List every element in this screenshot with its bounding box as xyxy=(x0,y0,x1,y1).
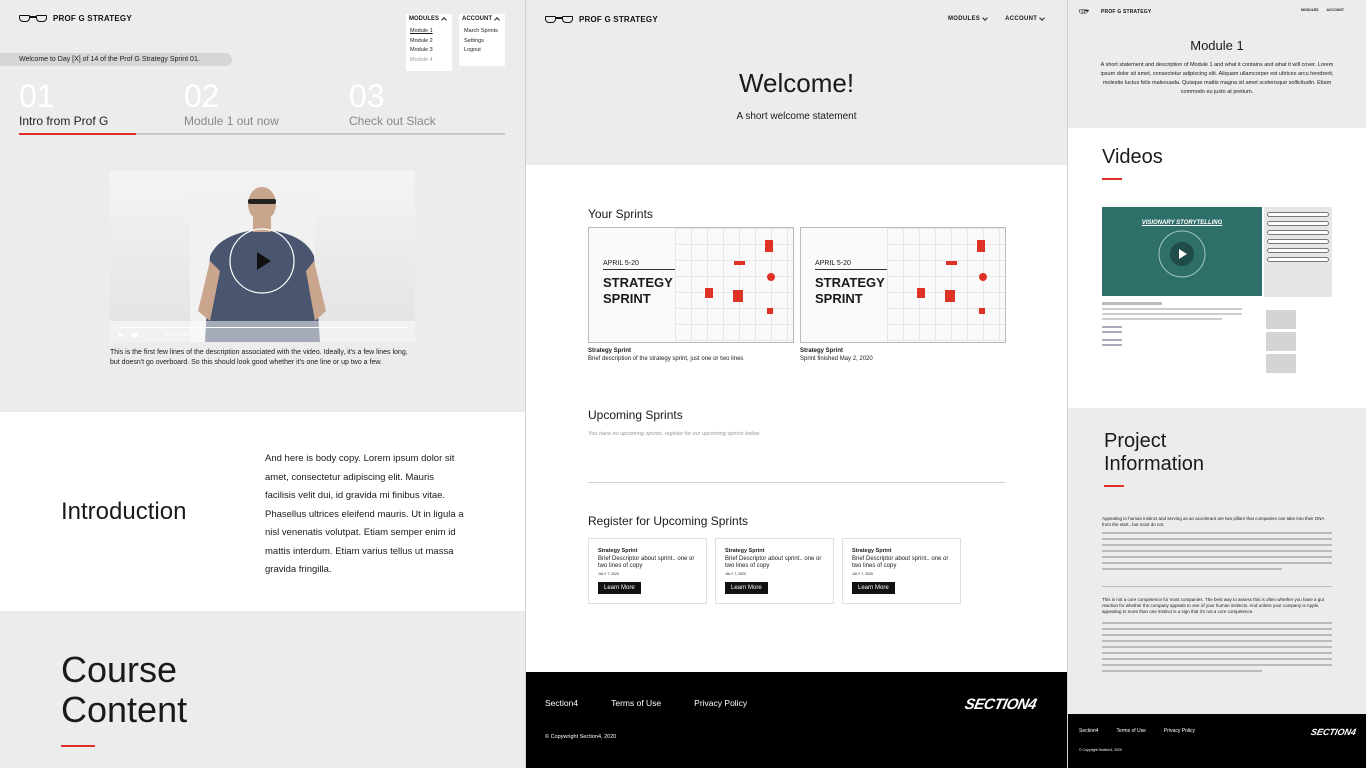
step-1[interactable] xyxy=(19,80,184,128)
step-label: Module 1 out now xyxy=(184,114,279,128)
welcome-subtitle: A short welcome statement xyxy=(736,111,857,122)
register-card-date: JULY 7, 2020 xyxy=(598,572,619,576)
heading-accent-bar xyxy=(1102,178,1122,180)
modules-menu-list xyxy=(406,24,452,65)
heading-accent-bar xyxy=(1104,485,1124,487)
video-player[interactable] xyxy=(110,171,415,342)
step-number: 01 xyxy=(19,78,55,114)
project-bullets xyxy=(1102,622,1332,672)
related-thumb[interactable] xyxy=(1266,332,1296,351)
register-card-date: JULY 7, 2020 xyxy=(852,572,873,576)
register-card-date: JULY 7, 2020 xyxy=(725,572,746,576)
menu-item-march-sprints[interactable]: March Sprints xyxy=(464,28,498,34)
account-label: ACCOUNT xyxy=(1005,16,1038,22)
sprint-date: APRIL 5-20 xyxy=(815,260,887,270)
glasses-icon xyxy=(545,15,573,24)
footer-link-privacy[interactable]: Privacy Policy xyxy=(694,698,748,708)
account-menu-list xyxy=(459,24,505,56)
footer-link-section4[interactable]: Section4 xyxy=(545,698,579,708)
section-divider xyxy=(588,482,1005,483)
steps-progress-active xyxy=(19,133,136,135)
brand-logo[interactable] xyxy=(19,14,132,23)
panel-course-home xyxy=(0,0,525,768)
step-label: Intro from Prof G xyxy=(19,114,109,128)
intro-heading: Introduction xyxy=(61,498,187,525)
brand-logo[interactable] xyxy=(1079,7,1151,16)
account-dropdown xyxy=(459,14,505,66)
step-label: Check out Slack xyxy=(349,114,436,128)
register-cards xyxy=(588,538,961,604)
video-description: This is the first few lines of the description associated with the video. Ideally, it's a few lines long, but doesn't go overboard. So this should look good whether it's one line or up two a few. xyxy=(110,349,408,366)
nav-account[interactable] xyxy=(1005,16,1044,22)
course-heading-line-1: Course xyxy=(61,649,178,690)
sprint-image-line-2: SPRINT xyxy=(815,291,863,306)
sprint-image-title xyxy=(815,275,885,307)
upcoming-heading: Upcoming Sprints xyxy=(588,408,683,422)
step-3[interactable] xyxy=(349,80,505,128)
register-card-desc: Brief Descriptor about sprint.. one or two lines of copy xyxy=(725,556,822,569)
menu-item-module-4[interactable]: Module 4 xyxy=(410,56,433,63)
chevron-down-icon xyxy=(1039,15,1045,21)
module-title: Module 1 xyxy=(1190,38,1244,53)
footer-link-section4[interactable]: Section4 xyxy=(1079,728,1099,734)
register-card-title: Strategy Sprint xyxy=(852,548,892,554)
sprint-title: Strategy Sprint xyxy=(800,348,844,354)
chevron-up-icon xyxy=(441,17,447,23)
sprint-image-line-2: SPRINT xyxy=(603,291,651,306)
video-playlist xyxy=(1264,207,1332,297)
sprint-desc: Sprint finished May 2, 2020 xyxy=(800,356,873,362)
menu-item-settings[interactable]: Settings xyxy=(464,37,484,44)
steps-row xyxy=(19,80,505,135)
footer-link-terms[interactable]: Terms of Use xyxy=(1116,728,1146,734)
sprint-title: Strategy Sprint xyxy=(588,348,632,354)
menu-item-logout[interactable]: Logout xyxy=(464,47,481,53)
modules-label: MODULES xyxy=(409,16,439,22)
register-card xyxy=(842,538,961,604)
account-menu-toggle[interactable] xyxy=(459,14,505,24)
modules-menu-toggle[interactable] xyxy=(406,14,452,24)
modules-dropdown xyxy=(406,14,452,71)
register-card-title: Strategy Sprint xyxy=(725,548,765,554)
module-video-player[interactable] xyxy=(1102,207,1262,296)
menu-item-module-1[interactable]: Module 1 xyxy=(410,28,433,34)
project-bullets xyxy=(1102,532,1332,570)
sprint-card-image xyxy=(800,227,1006,343)
chevron-down-icon xyxy=(982,15,988,21)
section-divider xyxy=(1102,586,1332,587)
sprint-desc: Brief description of the strategy sprint, just one or two lines xyxy=(588,356,744,362)
sprint-card-image xyxy=(588,227,794,343)
menu-item-module-2[interactable]: Module 2 xyxy=(410,37,433,44)
project-heading-line-1: Project xyxy=(1104,430,1167,452)
chevron-up-icon xyxy=(494,17,500,23)
register-card xyxy=(588,538,707,604)
sprint-image-title xyxy=(603,275,673,307)
playlist-item[interactable] xyxy=(1267,212,1329,217)
modules-label: MODULES xyxy=(948,16,981,22)
footer-link-terms[interactable]: Terms of Use xyxy=(611,698,662,708)
nav-account[interactable]: ACCOUNT xyxy=(1326,8,1344,12)
project-heading xyxy=(1104,430,1204,476)
learn-more-button[interactable]: Learn More xyxy=(725,582,768,594)
related-thumb[interactable] xyxy=(1266,354,1296,373)
your-sprints-heading: Your Sprints xyxy=(588,207,653,221)
account-label: ACCOUNT xyxy=(462,16,492,22)
welcome-banner: Welcome to Day [X] of 14 of the Prof G Strategy Sprint 01. xyxy=(0,53,232,66)
step-2[interactable] xyxy=(184,80,349,128)
brand-name: PROF G STRATEGY xyxy=(53,14,132,23)
learn-more-button[interactable]: Learn More xyxy=(598,582,641,594)
heading-accent-bar xyxy=(61,745,95,747)
step-number: 03 xyxy=(349,78,385,114)
register-card-desc: Brief Descriptor about sprint.. one or two lines of copy xyxy=(598,556,695,569)
presenter-image xyxy=(110,171,415,342)
top-nav xyxy=(1301,8,1344,12)
register-heading: Register for Upcoming Sprints xyxy=(588,514,749,528)
register-card-title: Strategy Sprint xyxy=(598,548,638,554)
project-heading-line-2: Information xyxy=(1104,453,1205,475)
project-body: This is not a core competence for most companies. The best way to assess this is often whether you have a gut reaction for whether the company appeals to one of your human instincts. And unless your company is Apple, appealing to more than one instinct is a sign that it's not a core competence. xyxy=(1102,597,1325,614)
module-description: A short statement and description of Module 1 and what it contains and what it will cover. Lorem ipsum dolor sit amet, consectetur adipiscing elit. Aliquam ullamcorper est ultrices arcu hendrerit, molestie luctus felis malesuada. Quisque mattis magna sit amet scelerisque sollicitudin. Etiam commodo eu justo at pretium. xyxy=(1100,62,1334,95)
playlist-item[interactable] xyxy=(1267,230,1329,235)
section4-logo: SECTION4 xyxy=(963,696,1038,713)
video-overlay xyxy=(1102,207,1262,296)
playlist-item[interactable] xyxy=(1267,221,1329,226)
menu-item-module-3[interactable]: Module 3 xyxy=(410,47,433,53)
playlist-item[interactable] xyxy=(1267,239,1329,244)
footer-copyright: © Copywright Section4, 2020 xyxy=(545,734,617,740)
steps-progress-track xyxy=(19,133,505,135)
related-thumb[interactable] xyxy=(1266,310,1296,329)
videos-heading: Videos xyxy=(1102,146,1163,168)
project-intro: Appealing to human instinct and serving as an accelerant are two pillars that companies can take into their DNA from the start...but most do not. xyxy=(1102,516,1325,527)
brand-logo[interactable] xyxy=(545,15,658,24)
lesson-details xyxy=(1102,302,1252,372)
panel-module-page xyxy=(1068,0,1366,768)
panel-dashboard xyxy=(526,0,1067,768)
footer-link-privacy[interactable]: Privacy Policy xyxy=(1163,728,1196,734)
footer-links xyxy=(545,698,747,708)
footer-links xyxy=(1079,728,1195,734)
glasses-icon xyxy=(19,14,47,23)
glasses-icon xyxy=(1079,9,1088,14)
footer xyxy=(1068,714,1366,768)
intro-body: And here is body copy. Lorem ipsum dolor sit amet, consectetur adipiscing elit. Mauris facilisis velit dui, id gravida mi finibus vitae. Phasellus ultrices eleifend mauris. Ut in ligula a nisl venenatis volutpat. Etiam semper enim id mattis interdum. Etiam varius tellus ut massa gravida fringilla. xyxy=(265,453,464,575)
course-content-heading xyxy=(61,650,187,730)
playlist-item[interactable] xyxy=(1267,257,1329,262)
sprint-date: APRIL 5-20 xyxy=(603,260,675,270)
upcoming-note: You have no upcoming sprints, register for our upcoming sprints below xyxy=(588,431,760,437)
brand-name: PROF G STRATEGY xyxy=(579,15,658,24)
playlist-item[interactable] xyxy=(1267,248,1329,253)
sprint-card[interactable] xyxy=(588,227,794,362)
nav-modules[interactable] xyxy=(948,16,987,22)
learn-more-button[interactable]: Learn More xyxy=(852,582,895,594)
footer xyxy=(526,672,1067,768)
sprint-image-line-1: STRATEGY xyxy=(603,275,673,290)
module-video-title: VISIONARY STORYTELLING xyxy=(1141,220,1223,226)
sprint-image-line-1: STRATEGY xyxy=(815,275,885,290)
video-time: 00:00 / 1:00 xyxy=(165,332,189,337)
nav-modules[interactable]: MODULES xyxy=(1301,8,1319,12)
brand-name: PROF G STRATEGY xyxy=(1101,8,1152,15)
sprint-card[interactable] xyxy=(800,227,1006,362)
welcome-title: Welcome! xyxy=(738,68,855,98)
top-nav xyxy=(948,16,1044,22)
register-card xyxy=(715,538,834,604)
step-number: 02 xyxy=(184,78,220,114)
footer-copyright: © Copyright Section4, 2020 xyxy=(1079,748,1122,752)
course-heading-line-2: Content xyxy=(61,689,188,730)
section4-logo: SECTION4 xyxy=(1309,727,1358,737)
register-card-desc: Brief Descriptor about sprint.. one or two lines of copy xyxy=(852,556,949,569)
